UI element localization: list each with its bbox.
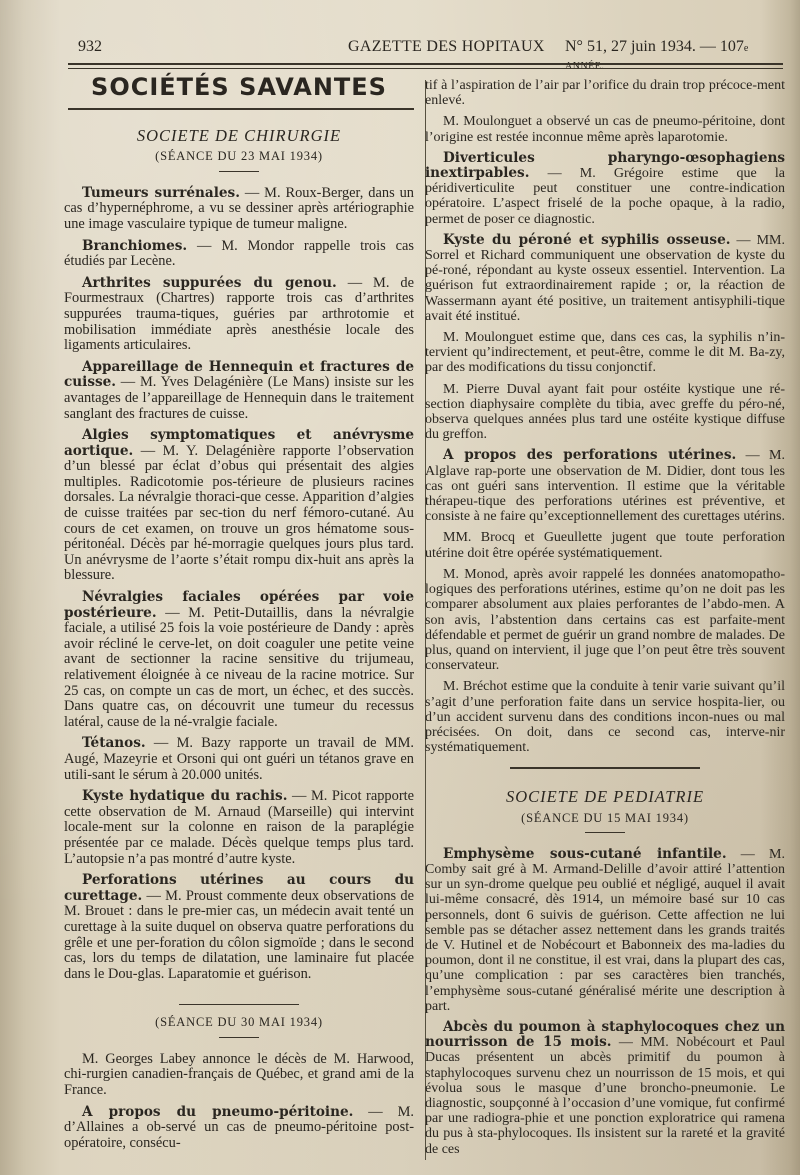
mid-rule <box>179 1004 299 1005</box>
article-paragraph <box>425 382 785 443</box>
section-title: SOCIÉTÉS SAVANTES <box>91 73 387 101</box>
article-paragraph <box>64 360 414 422</box>
journal-title: GAZETTE DES HOPITAUX <box>348 38 545 55</box>
article-text: — M. Y. Delagénière rapporte l’observation d’un blessé par éclat d’obus qui présentait des algies multiples. Radicotomie pos-térieure de plusieurs racines dorsales. La névralgie thoraci-que cesse. Apparition d’algies de cuisse traitées par sec-tion du nerf fémoro-cutané. Au cours de cet examen, on trouve un gros hématome sous-péritonéal. Décès par hé-morragie quelques jours plus tard. Un anévrysme de l’aorte s’était rompu dix-huit ans après la blessure. <box>64 442 414 584</box>
article-text: M. Moulonguet a observé un cas de pneumo-péritoine, dont l’origine est restée inconnue même après laparotomie. <box>425 114 785 145</box>
article-text: — M. de Fourmestraux (Chartres) rapporte trois cas d’arthrites suppurées trauma-tiques, guéries par arthrotomie et mobilisation immédiate après anesthésie locale des ligaments articulaires. <box>64 274 414 354</box>
article-heading: A propos des perforations utérines. <box>443 447 737 464</box>
article-heading: Arthrites suppurées du genou. <box>82 274 337 291</box>
article-heading: Névralgies faciales opérées par voie postérieure. <box>64 589 414 621</box>
article-text: M. Bréchot estime que la conduite à tenir varie suivant qu’il s’agit d’une perforation faite dans un service hospita-lier, ou d’un accident survenu dans des conditions incon-nues ou mal précisées. On doit, dans ce second cas, interve-nir systématiquement. <box>425 679 785 756</box>
article-text: — M. Comby sait gré à M. Armand-Delille d’avoir attiré l’attention sur un syn-drome quelque peu oublié et négligé, auquel il avait lui-même consacré, dès 1914, un mémoire basé sur 10 cas personnels, dont 6 suivis de guérison. Cette affection ne lui semble pas se détacher assez nettement dans les grands traités de V. Hutinel et de Nobécourt et Babonneix des ma-ladies du poumon, dont il ne constitue, il est vrai, dans la plupart des cas, qu’une complication : par ses caractères bien tranchés, l’emphysème sous-cutané généralisé mérite une description à part. <box>425 846 785 1014</box>
article-heading: A propos du pneumo-péritoine. <box>82 1103 354 1120</box>
header-rule-top <box>68 63 783 65</box>
article-paragraph <box>64 873 414 982</box>
article-text: M. Moulonguet estime que, dans ces cas, la syphilis n’in-tervient qu’indirectement, et peut-être, comme le dit M. Ba-zy, par des modifications du tissu conjonctif. <box>425 330 785 376</box>
article-paragraph <box>64 428 414 584</box>
article-heading: Kyste du péroné et syphilis osseuse. <box>443 231 731 248</box>
article-heading: Kyste hydatique du rachis. <box>82 788 288 805</box>
article-paragraph <box>425 1020 785 1157</box>
article-paragraph <box>425 847 785 1014</box>
short-rule <box>219 171 259 172</box>
article-text: M. Georges Labey annonce le décès de M. Harwood, chi-rurgien canadien-français de Québec, et grand ami de la France. <box>64 1050 414 1099</box>
article-paragraph <box>64 1105 414 1152</box>
article-text: — M. Yves Delagénière (Le Mans) insiste sur les avantages de l’appareillage de Hennequin dans le traitement sanglant des fractures de cuisse. <box>64 374 414 422</box>
article-paragraph <box>425 151 785 227</box>
right-articles <box>425 78 785 755</box>
article-heading: Algies symptomatiques et anévrysme aortique. <box>64 427 414 459</box>
article-heading: Branchiomes. <box>82 237 188 254</box>
seance-date-2: (SÉANCE DU 30 MAI 1934) <box>155 1015 323 1030</box>
article-heading: Appareillage de Hennequin et fractures de cuisse. <box>64 358 414 391</box>
article-text: — MM. Sorrel et Richard communiquent une observation de kyste du pé-roné, répondant au kyste osseux essentiel. Intervention. La guérison fut extraordinairement rapide ; or, la réaction de Wassermann ayant été positive, un traitement antisyphili-tique avait été institué. <box>425 232 785 324</box>
article-paragraph <box>425 679 785 755</box>
issue-text: N° 51, 27 juin 1934. — 107 <box>565 38 744 55</box>
right-column <box>425 78 785 1163</box>
article-paragraph <box>64 239 414 270</box>
article-text: — M. d’Allaines a ob-servé un cas de pneumo-péritoine post-opératoire, consécu- <box>64 1103 414 1151</box>
article-heading: Perforations utérines au cours du curettage. <box>64 872 414 904</box>
article-heading: Diverticules pharyngo-œsophagiens inextirpables. <box>425 149 785 182</box>
article-paragraph <box>64 736 414 783</box>
left-articles-2 <box>64 1052 414 1152</box>
article-text: M. Monod, après avoir rappelé les données anatomopatho-logiques des perforations utérines, estime qu’on ne doit pas les comparer absolument aux plaies perforantes de l’abdo-men. A son avis, l’abstention dans certains cas est parfaite-ment défendable et permet de guérir un grand nombre de malades. De plus, quand on intervient, il juge que l’on peut être très souvent conservateur. <box>425 566 785 674</box>
article-paragraph <box>64 590 414 730</box>
article-paragraph <box>425 448 785 524</box>
society-title-chirurgie: SOCIETE DE CHIRURGIE <box>136 125 342 145</box>
issue-annee: e ANNÉE. <box>565 43 749 72</box>
article-text: M. Pierre Duval ayant fait pour ostéite kystique une ré-section diaphysaire complète du tibia, avec greffe du péro-né, observa quelques années plus tard une ostéite kystique diffuse du greffon. <box>425 381 785 443</box>
society-title-pediatrie: SOCIETE DE PEDIATRIE <box>505 787 705 807</box>
article-heading: Abcès du poumon à staphylocoques chez un nourrisson de 15 mois. <box>425 1018 785 1051</box>
article-text: tif à l’aspiration de l’air par l’orifice du drain trop précoce-ment enlevé. <box>425 78 785 109</box>
article-paragraph <box>425 330 785 376</box>
article-text: — M. Bazy rapporte un travail de MM. Augé, Mazeyrie et Orsoni qui ont guéri un tétanos grave en utili-sant le sérum à 20.000 unités. <box>64 735 414 783</box>
header-rule-bottom <box>68 68 783 69</box>
right-articles-2 <box>425 847 785 1157</box>
article-paragraph <box>425 78 785 108</box>
article-heading: Tétanos. <box>82 735 146 752</box>
article-paragraph <box>425 530 785 560</box>
wide-rule <box>510 767 700 769</box>
article-text: — M. Mondor rappelle trois cas étudiés par Lecène. <box>64 237 414 270</box>
page-number: 932 <box>78 38 102 55</box>
article-paragraph <box>425 114 785 144</box>
article-heading: Emphysème sous-cutané infantile. <box>443 845 727 862</box>
seance-date-3: (SÉANCE DU 15 MAI 1934) <box>521 810 689 825</box>
article-text: — MM. Nobécourt et Paul Ducas présentent un abcès primitif du poumon à staphylocoques survenu chez un nourrisson de 15 mois, et qui évolua sous le masque d’une broncho-pneumonie. Le diagnostic, soupçonné à l’occasion d’une vomique, fut confirmé par une radiogra-phie et une ponction exploratrice qui ramena du pus à sta-phylocoques. Ils insistent sur la rareté et la gravité de ces <box>425 1035 785 1157</box>
short-rule-2 <box>219 1037 259 1038</box>
article-text: — M. Roux-Berger, dans un cas d’hypernéphrome, a vu se dessiner après artériographie une image vasculaire typique de tumeur maligne. <box>64 184 414 232</box>
article-paragraph <box>64 186 414 233</box>
left-articles <box>64 186 414 983</box>
article-text: — M. Petit-Dutaillis, dans la névralgie faciale, a utilisé 25 fois la voie postérieure de Dandy : après avoir récliné le cerve-let, on doit coaguler une petite veine avant de sectionner la racine sensitive du trijumeau, relativement éloignée à ce niveau de la racine motrice. Sur 25 cas, on compte un cas de mort, un échec, et des succès. Dans quatre cas, on découvrit une tumeur du recessus latéral, cause de la né-vralgie faciale. <box>64 604 414 730</box>
left-column <box>64 73 415 1157</box>
article-paragraph <box>425 567 785 673</box>
article-text: — M. Picot rapporte cette observation de M. Arnaud (Marseille) qui intervint locale-ment sur la colonne en raison de la paraplégie présentée par ce malade. Décès quelque temps plus tard. L’autopsie n’a pas montré d’autre kyste. <box>64 788 415 867</box>
seance-date-1: (SÉANCE DU 23 MAI 1934) <box>155 149 323 164</box>
section-title-rule <box>68 108 414 110</box>
article-text: MM. Brocq et Gueullette jugent que toute perforation utérine doit être opérée systématiquement. <box>425 530 785 561</box>
article-paragraph <box>64 1052 414 1099</box>
article-paragraph <box>64 789 414 867</box>
article-text: — M. Proust commente deux observations de M. Brouet : dans le pre-mier cas, un médecin avait tenté un curettage à la suite duquel on observa quatre perforations du grêle et une per-foration du côlon sigmoïde ; dans le second cas, lors du temps de dilatation, une laminaire fut placée dans le Dou-glas. Laparatomie et guérison. <box>64 887 414 982</box>
article-text: — M. Alglave rap-porte une observation de M. Didier, dont tous les cas ont guéri sans intervention. Il estime que la véritable thérapeu-tique des perforations utérines est préventive, et consiste à ne faire qu’exceptionnellement des curettages utérins. <box>425 448 786 525</box>
article-heading: Tumeurs surrénales. <box>82 184 240 201</box>
page-header <box>78 38 783 72</box>
short-rule-3 <box>585 832 625 833</box>
article-text: — M. Grégoire estime que la péridiverticulite peut constituer une contre-indication opératoire. L’aspect friselé de la poche opaque, à la radio, permet de poser ce diagnostic. <box>425 166 785 227</box>
article-paragraph <box>425 233 785 324</box>
article-paragraph <box>64 276 414 354</box>
